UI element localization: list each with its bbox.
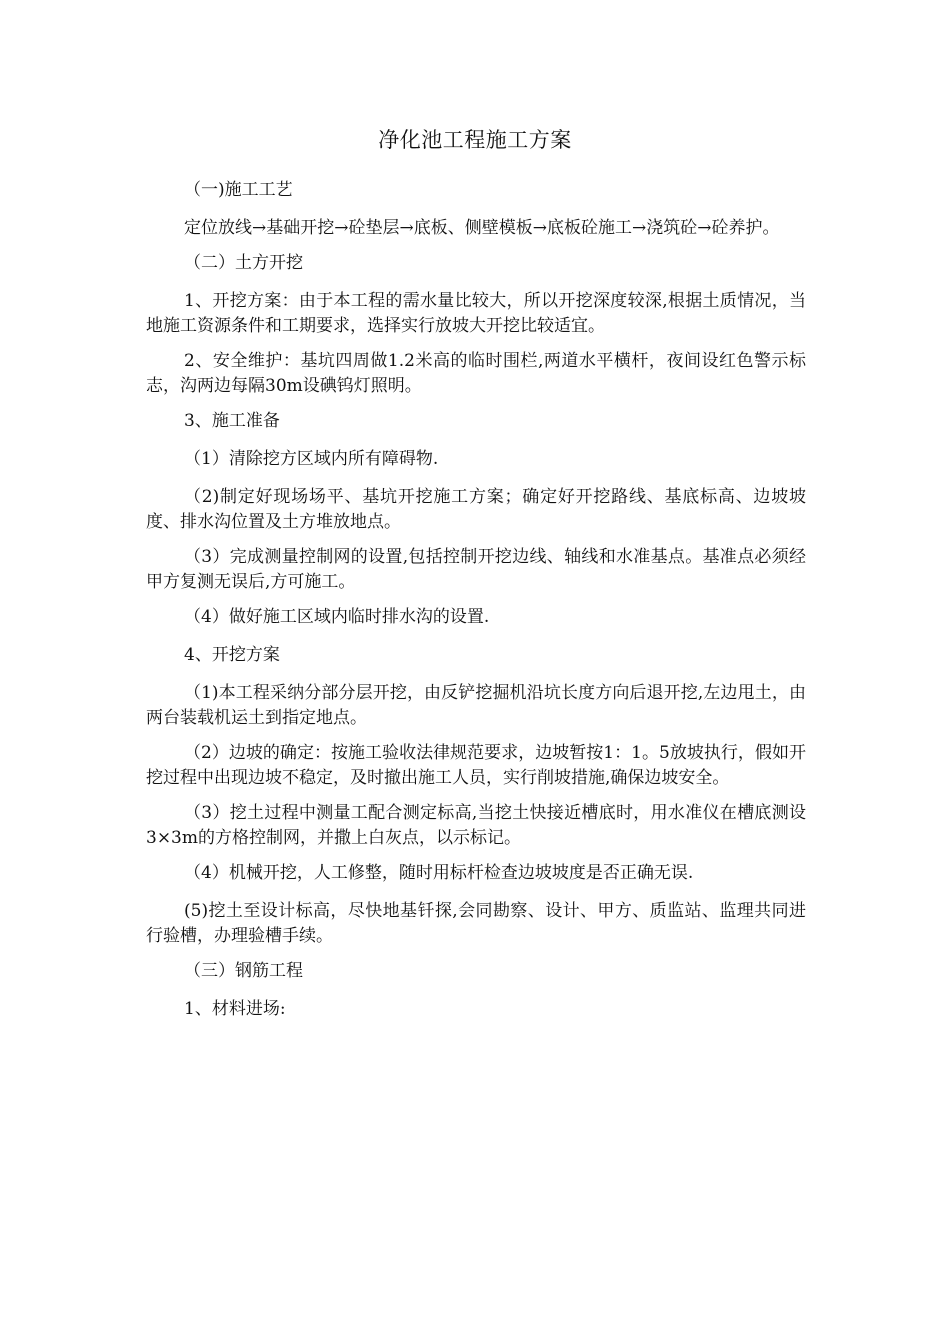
heading-rebar-engineering: （三）钢筋工程 xyxy=(184,961,303,981)
paragraph-scheme-item-2: （2）边坡的确定：按施工验收法律规范要求，边坡暂按1：1。5放坡执行，假如开挖过程中出现边坡不稳定，及时撤出施工人员，实行削坡措施,确保边坡安全。 xyxy=(146,743,806,788)
document-body xyxy=(146,178,806,1035)
paragraph-scheme-item-4: （4）机械开挖，人工修整，随时用标杆检查边坡坡度是否正确无误. xyxy=(184,863,694,883)
heading-construction-process: （一)施工工艺 xyxy=(184,180,293,200)
paragraph-process-flow: 定位放线→基础开挖→砼垫层→底板、侧壁模板→底板砼施工→浇筑砼→砼养护。 xyxy=(184,218,780,238)
heading-excavation-scheme: 4、开挖方案 xyxy=(184,645,280,665)
heading-earthwork-excavation: （二）土方开挖 xyxy=(184,253,303,273)
paragraph-scheme-item-3: （3）挖土过程中测量工配合测定标高,当挖土快接近槽底时，用水准仪在槽底测设3×3m的方格控制网，并撒上白灰点，以示标记。 xyxy=(146,803,806,848)
paragraph-prep-item-3: （3）完成测量控制网的设置,包括控制开挖边线、轴线和水准基点。基准点必须经甲方复测无误后,方可施工。 xyxy=(146,547,806,592)
paragraph-excavation-plan: 1、开挖方案：由于本工程的需水量比较大，所以开挖深度较深,根据土质情况，当地施工资源条件和工期要求，选择实行放坡大开挖比较适宜。 xyxy=(146,291,806,336)
paragraph-scheme-item-1: （1)本工程采纳分部分层开挖，由反铲挖掘机沿坑长度方向后退开挖,左边甩土，由两台装载机运土到指定地点。 xyxy=(146,683,806,728)
paragraph-material-entry: 1、材料进场: xyxy=(184,999,286,1019)
paragraph-scheme-item-5: (5)挖土至设计标高，尽快地基钎探,会同勘察、设计、甲方、质监站、监理共同进行验槽，办理验槽手续。 xyxy=(146,901,806,946)
paragraph-safety-maintenance: 2、安全维护：基坑四周做1.2米高的临时围栏,两道水平横杆，夜间设红色警示标志，沟两边每隔30m设碘钨灯照明。 xyxy=(146,351,806,396)
document-title: 净化池工程施工方案 xyxy=(378,128,572,152)
paragraph-prep-item-1: （1）清除挖方区域内所有障碍物. xyxy=(184,449,439,469)
paragraph-prep-item-2: （2)制定好现场场平、基坑开挖施工方案；确定好开挖路线、基底标高、边坡坡度、排水沟位置及土方堆放地点。 xyxy=(146,487,806,532)
heading-construction-preparation: 3、施工准备 xyxy=(184,411,280,431)
paragraph-prep-item-4: （4）做好施工区域内临时排水沟的设置. xyxy=(184,607,490,627)
